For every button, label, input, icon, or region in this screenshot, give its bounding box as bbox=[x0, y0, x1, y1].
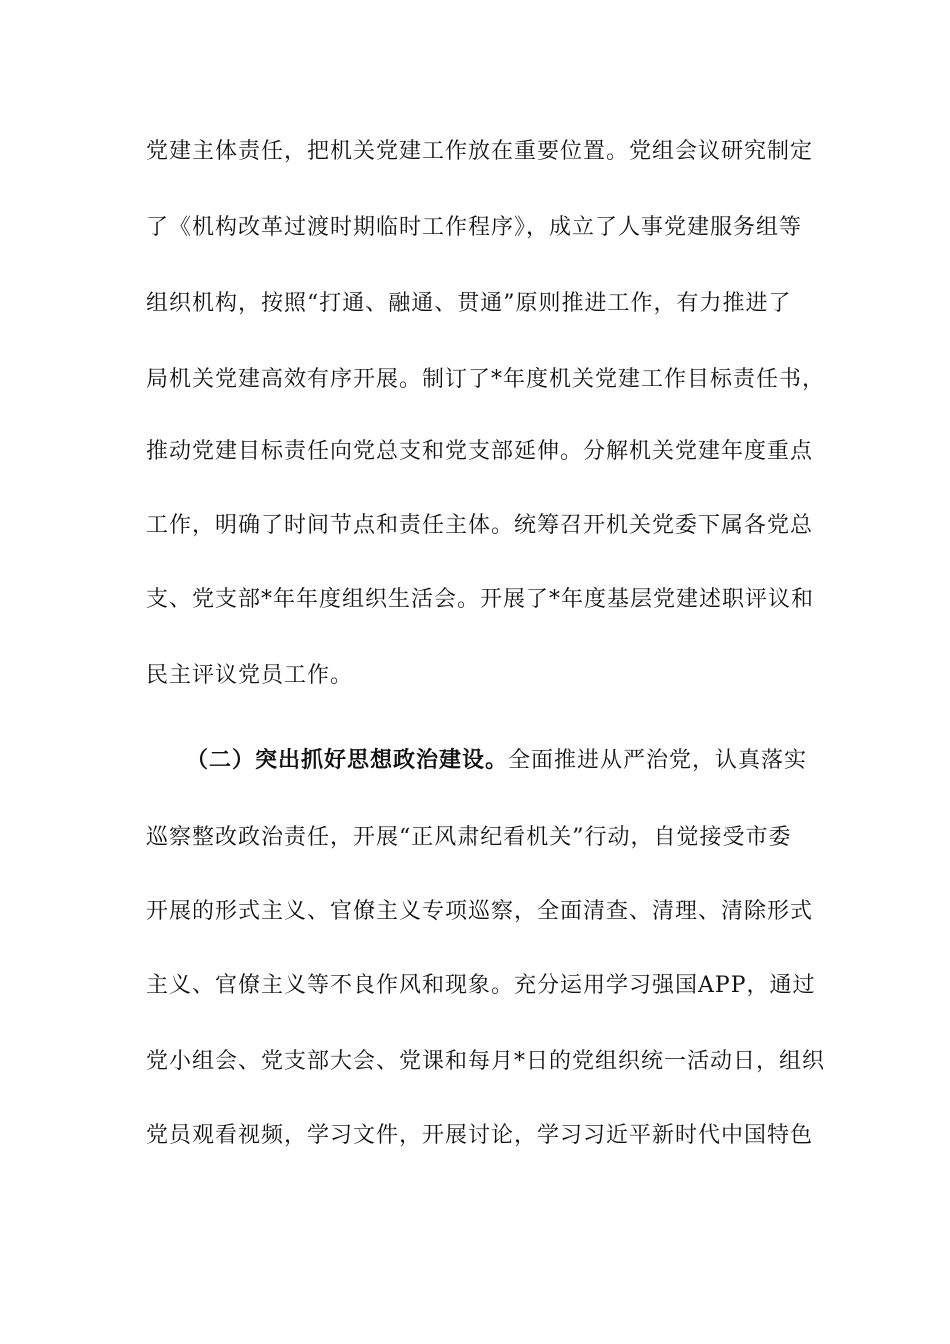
paragraph-1-line-7: 支、党支部*年年度组织生活会。开展了*年度基层党建述职评议和 bbox=[146, 587, 815, 612]
paragraph-1-line-5: 推动党建目标责任向党总支和党支部延伸。分解机关党建年度重点 bbox=[146, 439, 814, 464]
paragraph-1-line-6: 工作，明确了时间节点和责任主体。统筹召开机关党委下属各党总 bbox=[146, 513, 814, 538]
paragraph-1-line-3: 组织机构，按照“打通、融通、贯通”原则推进工作，有力推进了 bbox=[146, 291, 792, 316]
paragraph-1-line-1: 党建主体责任，把机关党建工作放在重要位置。党组会议研究制定 bbox=[146, 139, 814, 164]
paragraph-1-line-8: 民主评议党员工作。 bbox=[146, 663, 354, 688]
paragraph-2-line-5: 党小组会、党支部大会、党课和每月*日的党组织统一活动日，组织 bbox=[146, 1049, 826, 1074]
paragraph-1-line-2: 了《机构改革过渡时期临时工作程序》，成立了人事党建服务组等 bbox=[146, 215, 803, 240]
paragraph-2-line-4: 主义、官僚主义等不良作风和现象。充分运用学习强国APP，通过 bbox=[146, 973, 816, 998]
paragraph-2-line-3: 开展的形式主义、官僚主义专项巡察，全面清查、清理、清除形式 bbox=[146, 899, 814, 924]
paragraph-2-line-6: 党员观看视频，学习文件，开展讨论，学习习近平新时代中国特色 bbox=[146, 1123, 814, 1148]
paragraph-2-line-2: 巡察整改政治责任，开展“正风肃纪看机关”行动，自觉接受市委 bbox=[146, 825, 792, 850]
section-heading: （二）突出抓好思想政治建设。 bbox=[186, 747, 509, 773]
paragraph-2-first-line bbox=[186, 745, 826, 776]
paragraph-2-line-1-text: 全面推进从严治党，认真落实 bbox=[508, 748, 808, 773]
paragraph-1-line-4: 局机关党建高效有序开展。制订了*年度机关党建工作目标责任书， bbox=[146, 367, 826, 392]
